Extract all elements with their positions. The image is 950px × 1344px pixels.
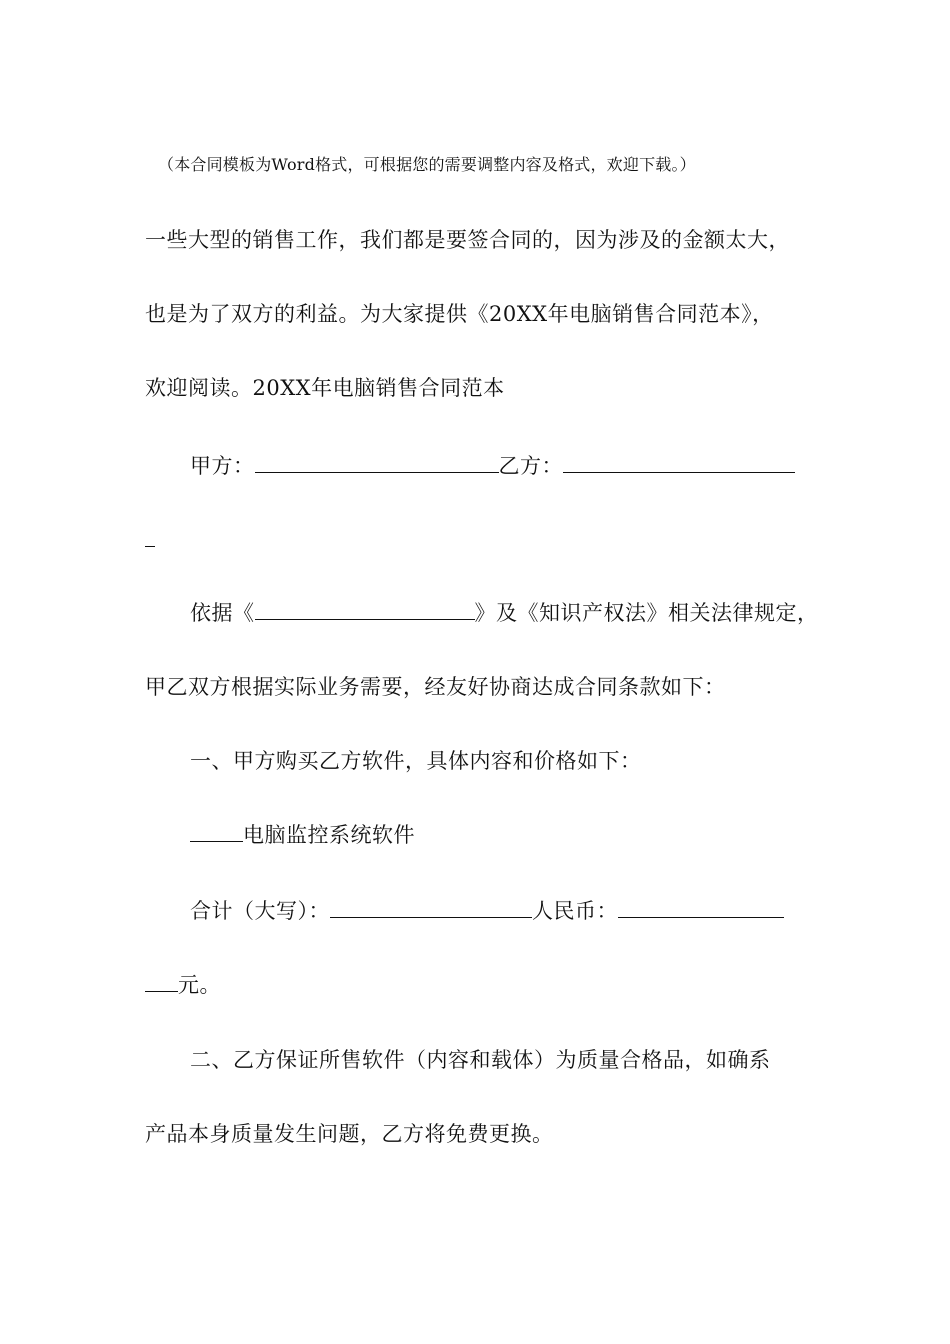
intro-line-2: 也是为了双方的利益。为大家提供《20XX年电脑销售合同范本》， [145, 302, 774, 326]
party-b-blank [563, 454, 795, 473]
rmb-amount-blank [618, 899, 784, 918]
basis-line [190, 599, 819, 627]
law-name-blank [255, 601, 475, 620]
clause-2-line-1: 二、乙方保证所售软件（内容和载体）为质量合格品，如确系 [190, 1048, 771, 1072]
product-blank [190, 823, 243, 842]
rmb-label: 人民币： [532, 899, 618, 923]
total-label: 合计（大写）： [190, 899, 330, 923]
parties-line-continuation [145, 526, 155, 554]
party-a-label: 甲方： [190, 454, 255, 478]
template-note: （本合同模板为Word格式，可根据您的需要调整内容及格式，欢迎下载。） [158, 155, 696, 174]
total-line [190, 897, 784, 925]
party-a-blank [255, 454, 499, 473]
total-line-continuation [145, 971, 221, 999]
clause-2-line-2: 产品本身质量发生问题，乙方将免费更换。 [145, 1122, 554, 1146]
basis-prefix: 依据《 [190, 601, 255, 625]
product-line [190, 821, 415, 849]
rmb-amount-blank-continued [145, 973, 178, 992]
intro-line-3: 欢迎阅读。20XX年电脑销售合同范本 [145, 376, 505, 400]
basis-continuation: 甲乙双方根据实际业务需要，经友好协商达成合同条款如下： [145, 675, 726, 699]
parties-line [190, 452, 795, 480]
total-uppercase-blank [330, 899, 532, 918]
party-b-label: 乙方： [498, 454, 563, 478]
party-b-blank-continued [145, 528, 155, 547]
yuan-label: 元。 [178, 973, 221, 997]
intro-line-1: 一些大型的销售工作，我们都是要签合同的，因为涉及的金额太大， [145, 228, 790, 252]
product-name: 电脑监控系统软件 [243, 823, 415, 847]
clause-1-heading: 一、甲方购买乙方软件，具体内容和价格如下： [190, 749, 642, 773]
basis-suffix: 》及《知识产权法》相关法律规定， [474, 601, 819, 625]
